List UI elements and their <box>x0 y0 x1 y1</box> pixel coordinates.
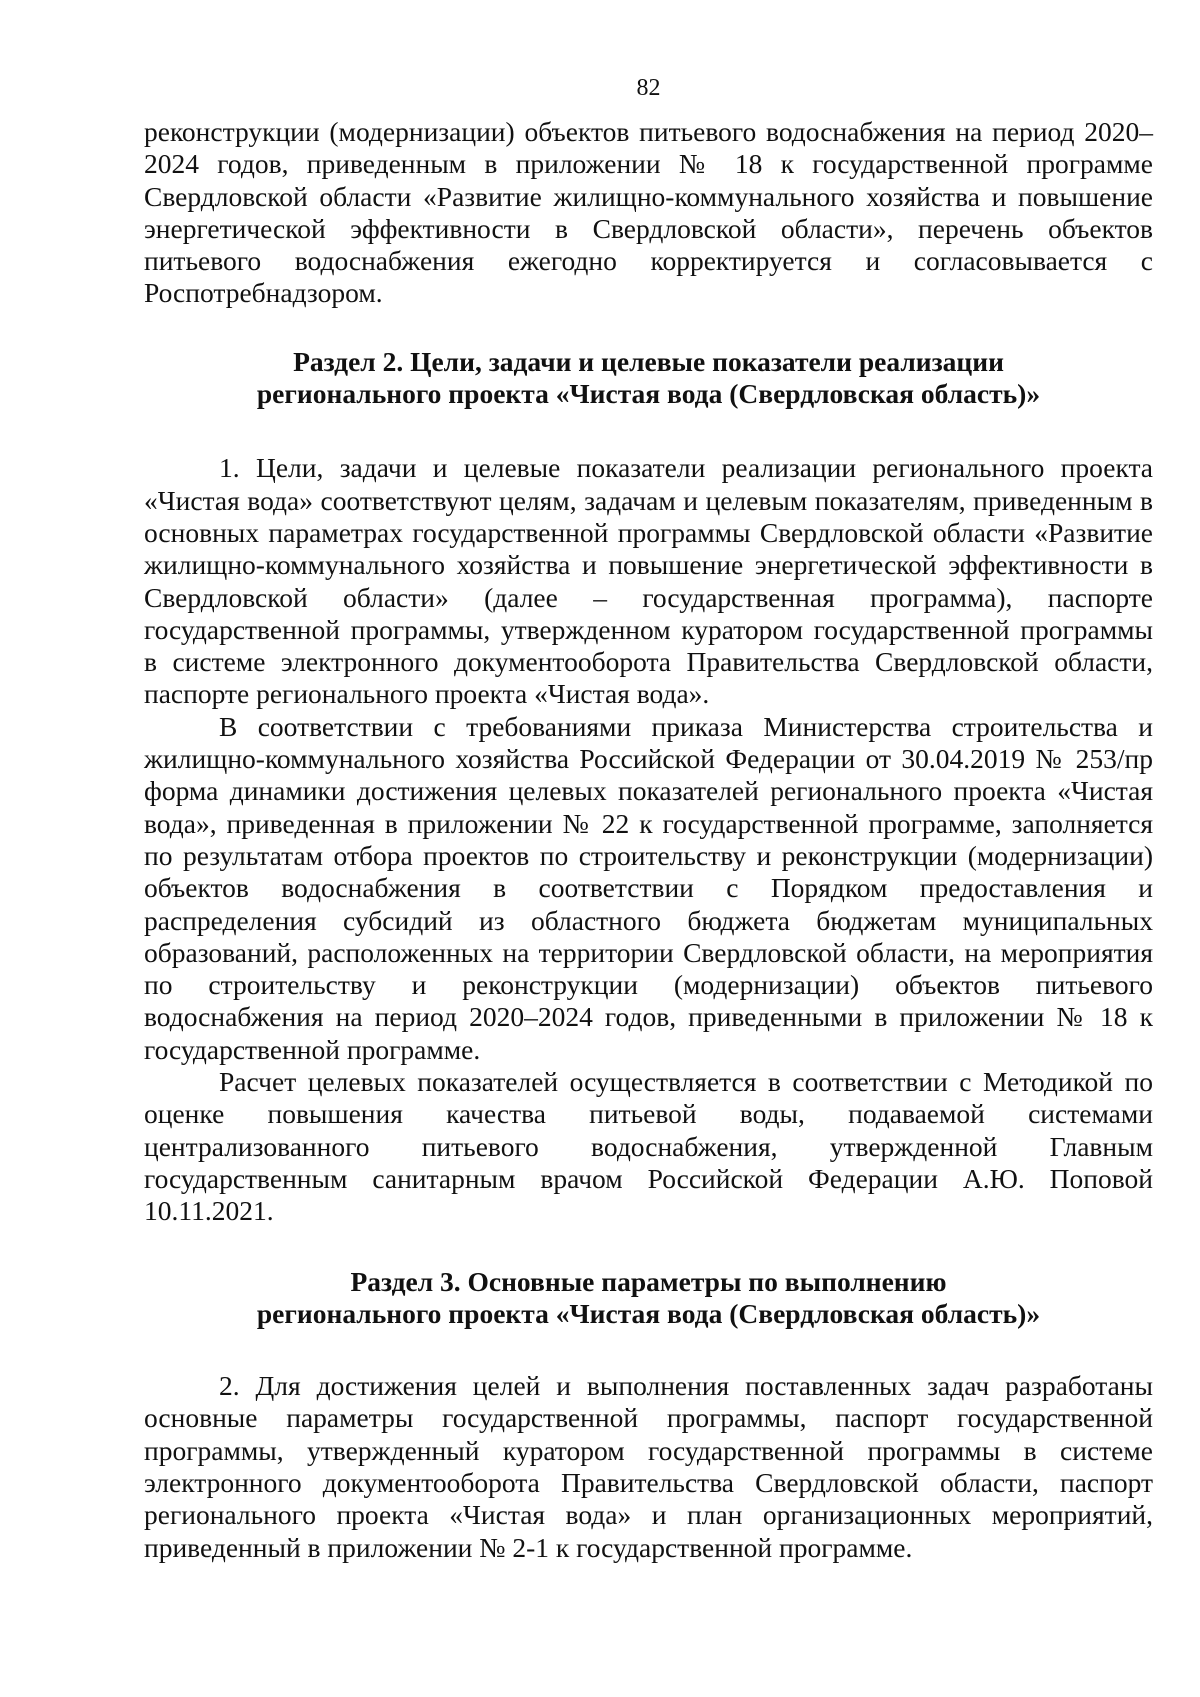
section-3-title-line-2: регионального проекта «Чистая вода (Свердловская область)» <box>256 1297 1041 1329</box>
document-page <box>144 0 1153 1564</box>
section-2-paragraph-1: 1. Цели, задачи и целевые показатели реализации регионального проекта «Чистая вода» соответствуют целям, задачам и целевым показателям, приведенным в основных параметрах государственной программы Свердловской области «Развитие жилищно-коммунального хозяйства и повышение энергетической эффективности в Свердловской области» (далее – государственная программа), паспорте государственной программы, утвержденном куратором государственной программы в системе электронного документооборота Правительства Свердловской области, паспорте регионального проекта «Чистая вода». <box>144 452 1153 710</box>
section-3-paragraph-1: 2. Для достижения целей и выполнения поставленных задач разработаны основные параметры государственной программы, паспорт государственной программы, утвержденный куратором государственной программы в системе электронного документооборота Правительства Свердловской области, паспорт регионального проекта «Чистая вода» и план организационных мероприятий, приведенный в приложении № 2-1 к государственной программе. <box>144 1370 1153 1563</box>
section-2-paragraph-3: Расчет целевых показателей осуществляется в соответствии с Методикой по оценке повышения качества питьевой воды, подаваемой системами централизованного питьевого водоснабжения, утвержденной Главным государственным санитарным врачом Российской Федерации А.Ю. Поповой 10.11.2021. <box>144 1066 1153 1227</box>
section-2-title-line-2: регионального проекта «Чистая вода (Свердловская область)» <box>256 378 1041 410</box>
intro-paragraph: реконструкции (модернизации) объектов питьевого водоснабжения на период 2020–2024 годов, приведенным в приложении № 18 к государственной программе Свердловской области «Развитие жилищно-коммунального хозяйства и повышение энергетической эффективности в Свердловской области», перечень объектов питьевого водоснабжения ежегодно корректируется и согласовывается с Роспотребнадзором. <box>144 116 1153 309</box>
section-2-title-line-1: Раздел 2. Цели, задачи и целевые показатели реализации <box>293 345 1004 377</box>
section-2-paragraph-2: В соответствии с требованиями приказа Министерства строительства и жилищно-коммунального хозяйства Российской Федерации от 30.04.2019 № 253/пр форма динамики достижения целевых показателей регионального проекта «Чистая вода», приведенная в приложении № 22 к государственной программе, заполняется по результатам отбора проектов по строительству и реконструкции (модернизации) объектов водоснабжения в соответствии с Порядком предоставления и распределения субсидий из областного бюджета бюджетам муниципальных образований, расположенных на территории Свердловской области, на мероприятия по строительству и реконструкции (модернизации) объектов питьевого водоснабжения на период 2020–2024 годов, приведенными в приложении № 18 к государственной программе. <box>144 710 1153 1065</box>
section-3-title-line-1: Раздел 3. Основные параметры по выполнению <box>350 1265 947 1297</box>
section-3-title <box>144 1266 1153 1331</box>
page-number: 82 <box>636 75 661 101</box>
section-2-title <box>144 346 1153 411</box>
